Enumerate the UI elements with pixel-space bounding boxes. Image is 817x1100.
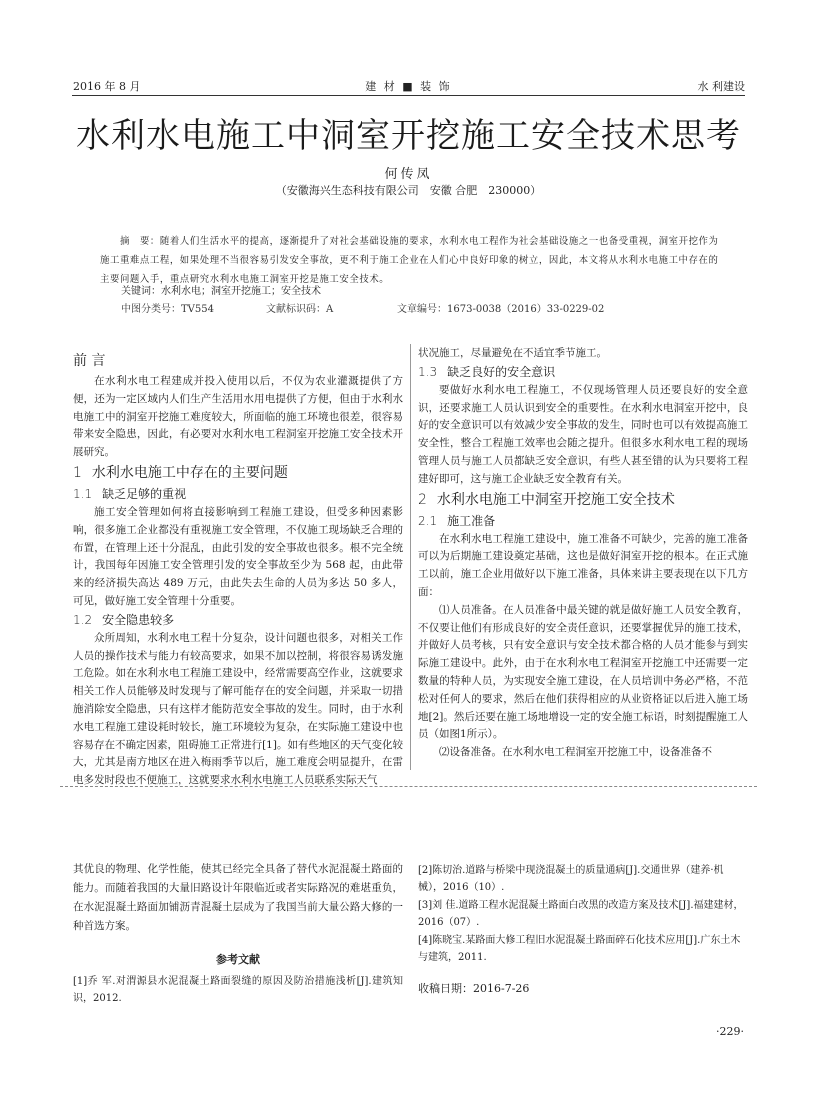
clc-number: 中图分类号：TV554 [121, 304, 214, 315]
section-2-1-text: 在水利水电工程施工建设中，施工准备不可缺少，完善的施工准备可以为后期施工建设奠定基础，这也是做好洞室开挖的根本。在正式施工以前，施工企业用做好以下施工准备，具体来讲主要表现在以下几方面： [418, 532, 748, 598]
preface-text: 在水利水电工程建成并投入使用以后，不仅为农业灌溉提供了方便，还为一定区域内人们生产生活用水用电提供了方便，但由于水利水电施工中的洞室开挖施工难度较大，所面临的施工环境也很差，很容易带来安全隐患，因此，有必要对水利水电工程洞室开挖施工安全技术开展研究。 [73, 375, 403, 459]
section-1-1-text: 施工安全管理如何将直接影响到工程施工建设，但受多种因素影响，很多施工企业都没有重视施工安全管理，不仅施工现场缺乏合理的布置，在管理上还十分混乱，由此引发的安全事故也很多。根不完全统计，我国每年因施工安全管理引发的安全事故至少为 568 起，由此带来的经济损失高达 489 万元，由此失去生命的人员为多达 50 多人，可见，做好施工安全管理十分重要。 [73, 505, 403, 607]
received-date: 收稿日期：2016-7-26 [418, 982, 530, 995]
left-column [73, 350, 403, 790]
section-1-1-heading: 1.1 缺乏足够的重视 [73, 486, 187, 501]
article-separator [60, 786, 757, 787]
section-2-heading: 2 水利水电施工中洞室开挖施工安全技术 [418, 491, 675, 508]
reference-2: [2]陈切治.道路与桥梁中现浇混凝土的质量通病[J].交通世界（建养·机械），2016（10）. [418, 865, 724, 893]
previous-article-tail [73, 860, 403, 1007]
document-code: 文献标识码：A [266, 304, 334, 315]
abstract-text: 摘 要：随着人们生活水平的提高，逐渐提升了对社会基础设施的要求，水利水电工程作为社会基础设施之一也备受重视，洞室开挖作为施工重难点工程，如果处理不当很容易引发安全事故，更不利于施工企业在人们心中良好印象的树立，因此，本文将从水利水电施工中存在的主要问题入手，重点研究水利水电施工洞室开挖是施工安全技术。 [100, 236, 719, 285]
section-1-heading: 1 水利水电施工中存在的主要问题 [73, 464, 288, 481]
equipment-preparation-text: ⑵设备准备。在水利水电工程洞室开挖施工中，设备准备不 [439, 746, 712, 759]
abstract [100, 232, 720, 289]
personnel-preparation-text: ⑴人员准备。在人员准备中最关键的就是做好施工人员安全教育，不仅要让他们有形成良好的安全责任意识，还要掌握优异的施工技术，并做好人员考核，只有安全意识与安全技术都合格的人员才能参与到实际施工建设中。此外，由于在水利水电工程洞室开挖施工中还需要一定数量的特种人员，为实现安全施工建设，在人员培训中务必严格，不范松对任何人的要求，然后在他们获得相应的从业资格证以后进入施工场地[2]。然后还要在施工场地增设一定的安全施工标语，时刻提醒施工人员（如图1所示）。 [418, 603, 748, 741]
reference-1: [1]乔 军.对渭源县水泥混凝土路面裂缝的原因及防治措施浅析[J].建筑知识，2012. [73, 976, 403, 1004]
page-number: ·229· [716, 1025, 744, 1038]
reference-4: [4]陈晓宝.某路面大修工程旧水泥混凝土路面碎石化技术应用[J].广东土木与建筑，2011. [418, 935, 741, 963]
previous-article-text: 其优良的物理、化学性能，使其已经完全具备了替代水泥混凝土路面的能力。而随着我国的大量旧路设计年限临近或者实际路况的难堪重负，在水泥混凝土路面加铺沥青混凝土层成为了我国当前大量公路大修的一种首选方案。 [73, 863, 403, 932]
header-date: 2016 年 8 月 [73, 80, 141, 93]
section-1-3-heading: 1.3 缺乏良好的安全意识 [418, 364, 556, 379]
header-rule [72, 95, 745, 96]
affiliation: （安徽海兴生态科技有限公司 安徽 合肥 230000） [275, 184, 542, 197]
author: 何传凤 [384, 167, 433, 182]
abstract-label: 摘 要： [120, 236, 160, 247]
reference-3: [3]刘 佳.道路工程水泥混凝土路面白改黑的改造方案及技术[J].福建建材，2016（07）. [418, 900, 744, 928]
column-divider [410, 344, 411, 770]
references-continued [418, 862, 748, 998]
header-section: 水 利建设 [697, 80, 745, 93]
section-1-2-text: 众所周知，水利水电工程十分复杂，设计问题也很多，对相关工作人员的操作技术与能力有较高要求，如果不加以控制，将很容易诱发施工危险。如在水利水电工程施工建设中，经常需要高空作业，这就要求相关工作人员能够及时发现与了解可能存在的安全问题，并采取一切措施消除安全隐患，只有这样才能防范安全事故的发生。同时，由于水利水电工程施工建设耗时较长，施工环境较为复杂，在实际施工建设中也容易存在不确定因素，阻碍施工正常进行[1]。如有些地区的天气变化较大，尤其是南方地区在进入梅雨季节以后，施工难度会明显提升，在雷电多发时段也不便施工，这就要求水利水电施工人员联系实际天气 [73, 631, 403, 787]
header-journal: 建 材 ■ 装 饰 [365, 80, 452, 93]
section-1-3-text: 要做好水利水电工程施工，不仅现场管理人员还要良好的安全意识，还要求施工人员认识到安全的重要性。在水利水电洞室开挖中，良好的安全意识可以有效减少安全事故的发生，同时也可以有效提高施工安全性，整合工程施工效率也会随之提升。但很多水利水电工程的现场管理人员与施工人员都缺乏安全意识，有些人甚至错的认为只要将工程建好即可，这与施工企业缺乏安全教育有关。 [418, 383, 748, 485]
section-1-2-heading: 1.2 安全隐患较多 [73, 612, 175, 627]
paper-title: 水利水电施工中洞室开挖施工安全技术思考 [76, 116, 741, 156]
section-2-1-heading: 2.1 施工准备 [418, 513, 496, 528]
references-heading: 参考文献 [216, 953, 260, 966]
article-number: 文章编号：1673-0038（2016）33-0229-02 [397, 304, 605, 315]
keywords: 关键词：水利水电；洞室开挖施工；安全技术 [121, 286, 321, 297]
right-column [418, 345, 748, 762]
continued-text: 状况施工，尽量避免在不适宜季节施工。 [418, 347, 607, 359]
preface-heading: 前 言 [73, 353, 106, 369]
